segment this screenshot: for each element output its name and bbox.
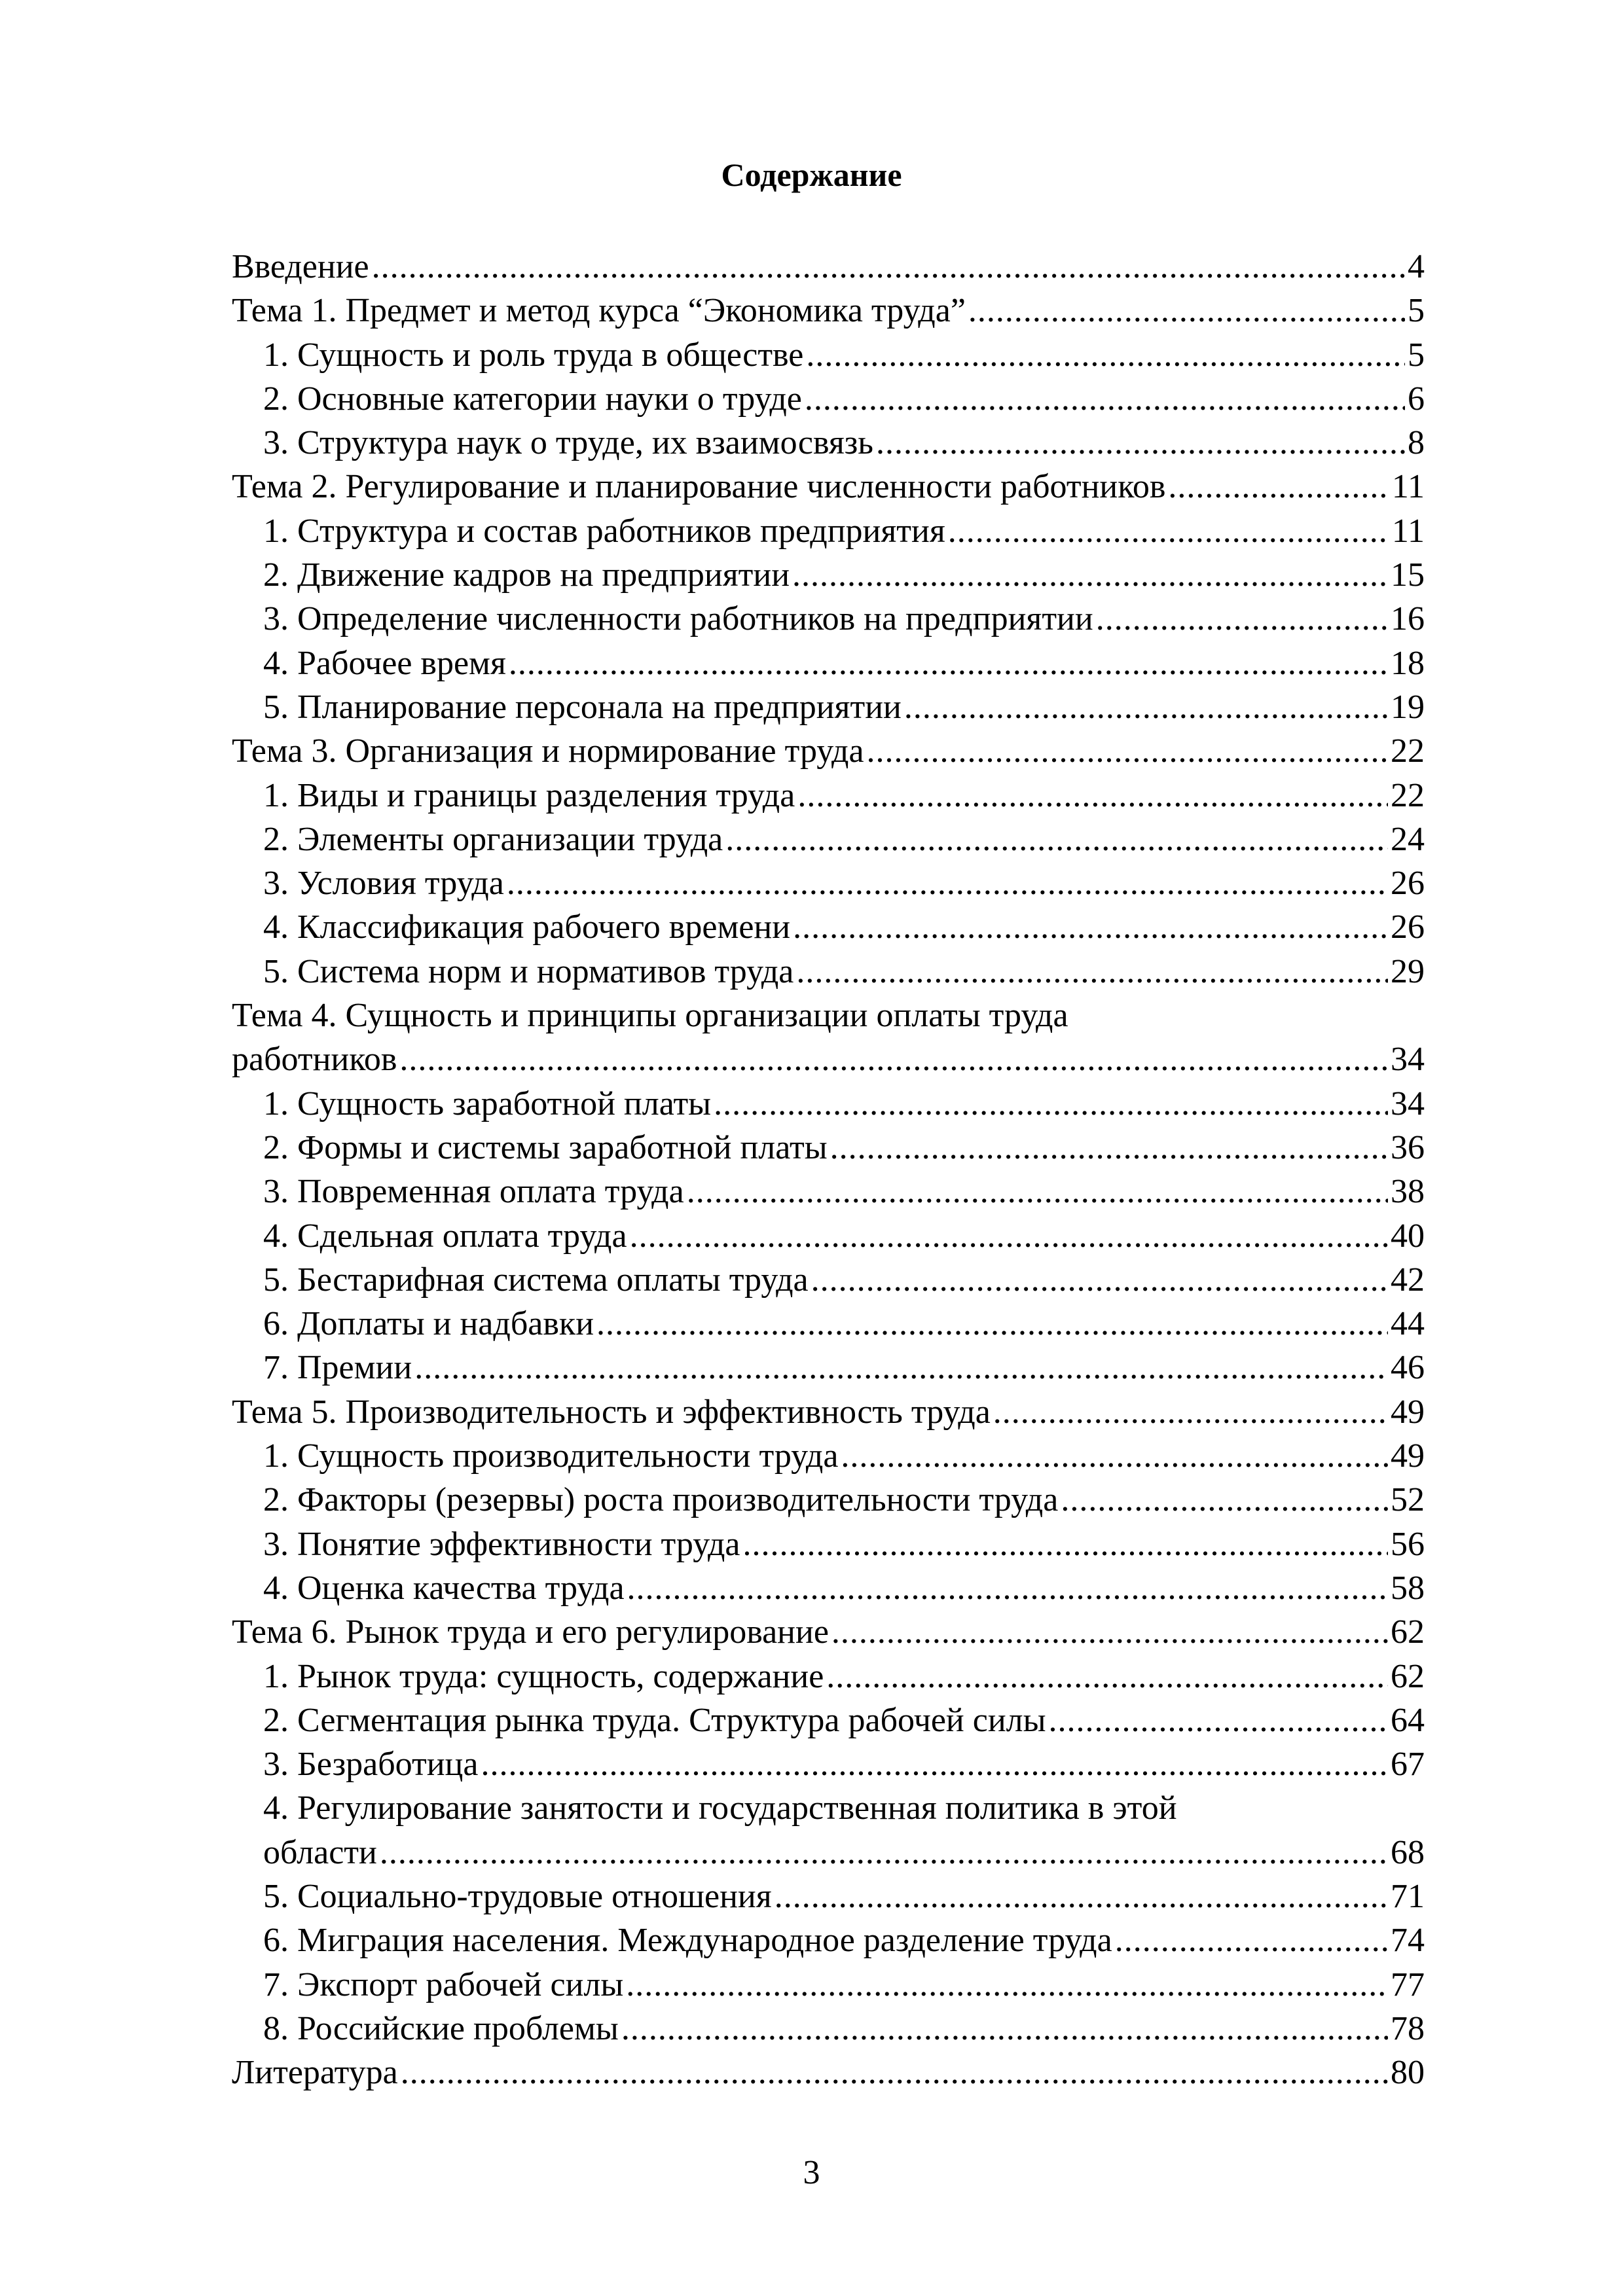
toc-entry-title: 1. Сущность заработной платы: [263, 1085, 712, 1122]
toc-entry-page: 80: [1391, 2054, 1425, 2092]
dot-leader: [904, 685, 1388, 729]
toc-entry-page: 34: [1391, 1041, 1425, 1079]
dot-leader: [1168, 465, 1389, 509]
toc-entry: [232, 1478, 1425, 1522]
toc-entry: [232, 1390, 1425, 1434]
toc-entry: [232, 1037, 1425, 1081]
toc-entry: [232, 509, 1425, 553]
toc-entry-title: Введение: [232, 248, 369, 285]
toc-entry-title: 3. Безработица: [263, 1746, 479, 1784]
dot-leader: [414, 1346, 1388, 1390]
toc-entry-page: 5: [1408, 292, 1425, 330]
toc-entry-page: 40: [1391, 1217, 1425, 1255]
dot-leader: [775, 1874, 1388, 1918]
dot-leader: [1061, 1478, 1388, 1522]
dot-leader: [725, 817, 1388, 861]
toc-entry-title: 2. Движение кадров на предприятии: [263, 556, 790, 594]
toc-entry-page: 18: [1391, 644, 1425, 682]
toc-entry: [232, 1655, 1425, 1698]
toc-entry-title: 7. Экспорт рабочей силы: [263, 1965, 624, 2003]
toc-entry-title: 2. Элементы организации труда: [263, 820, 723, 858]
toc-entry: [232, 685, 1425, 729]
toc-entry: [232, 333, 1425, 377]
toc-entry: [232, 905, 1425, 949]
toc-entry-title: 2. Формы и системы заработной платы: [263, 1128, 828, 1166]
dot-leader: [796, 950, 1388, 994]
toc-entry-page: 5: [1408, 336, 1425, 374]
toc-entry-title: 6. Миграция населения. Международное разделение труда: [263, 1922, 1112, 1960]
toc-entry: [232, 2051, 1425, 2094]
toc-entry-page: 34: [1391, 1085, 1425, 1122]
toc-entry: [232, 1742, 1425, 1786]
dot-leader: [380, 1831, 1388, 1874]
dot-leader: [399, 1037, 1388, 1081]
toc-entry-title: 1. Сущность производительности труда: [263, 1437, 839, 1475]
toc-entry-title: Тема 2. Регулирование и планирование численности работников: [232, 468, 1166, 506]
toc-entry-title: 8. Российские проблемы: [263, 2009, 619, 2047]
toc-entry-page: 56: [1391, 1525, 1425, 1563]
toc-entry-page: 49: [1391, 1437, 1425, 1475]
toc-entry-title: Тема 4. Сущность и принципы организации оплаты труда: [232, 997, 1068, 1035]
toc-entry-title: 5. Социально-трудовые отношения: [263, 1877, 772, 1915]
dot-leader: [826, 1655, 1388, 1698]
toc-entry-page: 26: [1391, 908, 1425, 946]
dot-leader: [372, 245, 1405, 289]
toc-entry-page: 8: [1408, 424, 1425, 462]
toc-entry-title: области: [263, 1833, 377, 1871]
dot-leader: [831, 1610, 1388, 1654]
dot-leader: [627, 1566, 1388, 1610]
toc-entry-page: 24: [1391, 820, 1425, 858]
toc-entry-title: 7. Премии: [263, 1349, 412, 1387]
dot-leader: [596, 1302, 1388, 1346]
toc-entry: [232, 1302, 1425, 1346]
toc-entry: [232, 950, 1425, 994]
toc-entry-page: 15: [1391, 556, 1425, 594]
dot-leader: [830, 1126, 1388, 1170]
dot-leader: [630, 1214, 1388, 1258]
dot-leader: [1049, 1698, 1388, 1742]
toc-entry-page: 77: [1391, 1965, 1425, 2003]
toc-title: Содержание: [721, 156, 902, 193]
toc-entry-title: 3. Понятие эффективности труда: [263, 1525, 740, 1563]
toc-entry: [232, 1918, 1425, 1962]
toc-entry: [232, 597, 1425, 641]
toc-entry-title: Тема 5. Производительность и эффективность труда: [232, 1393, 991, 1431]
toc-entry: [232, 1963, 1425, 2007]
toc-entry-page: 29: [1391, 952, 1425, 990]
toc-entry-page: 42: [1391, 1261, 1425, 1299]
toc-entry-page: 22: [1391, 732, 1425, 770]
toc-entry: [232, 1831, 1425, 1874]
dot-leader: [507, 861, 1388, 905]
toc-entry-title: 2. Сегментация рынка труда. Структура рабочей силы: [263, 1701, 1046, 1739]
toc-entry-page: 49: [1391, 1393, 1425, 1431]
toc-entry-page: 11: [1391, 512, 1425, 550]
dot-leader: [714, 1082, 1388, 1126]
toc-entry-page: 67: [1391, 1746, 1425, 1784]
toc-entry: [232, 994, 1425, 1037]
toc-entry: [232, 1522, 1425, 1566]
toc-entry-page: 38: [1391, 1173, 1425, 1211]
toc-entry-title: 4. Рабочее время: [263, 644, 506, 682]
toc-entry-title: 5. Система норм и нормативов труда: [263, 952, 794, 990]
toc-entry: [232, 817, 1425, 861]
dot-leader: [841, 1434, 1388, 1478]
toc-entry-title: 6. Доплаты и надбавки: [263, 1305, 594, 1343]
toc-entry: [232, 1874, 1425, 1918]
toc-entry: [232, 1082, 1425, 1126]
toc-entry: [232, 1610, 1425, 1654]
toc-entry-page: 62: [1391, 1613, 1425, 1651]
toc-entry-title: 5. Бестарифная система оплаты труда: [263, 1261, 809, 1299]
toc-entry: [232, 861, 1425, 905]
toc-entry: [232, 289, 1425, 332]
toc-entry-page: 16: [1391, 600, 1425, 638]
toc-entry: [232, 1258, 1425, 1302]
toc-entry-title: 1. Структура и состав работников предприятия: [263, 512, 945, 550]
toc-entry-title: 4. Регулирование занятости и государственная политика в этой: [263, 1789, 1177, 1827]
dot-leader: [687, 1170, 1388, 1213]
toc-entry-title: Тема 3. Организация и нормирование труда: [232, 732, 864, 770]
toc-entry: [232, 553, 1425, 597]
toc-entry-page: 26: [1391, 865, 1425, 903]
toc-entry: [232, 1434, 1425, 1478]
dot-leader: [1115, 1918, 1388, 1962]
dot-leader: [797, 774, 1388, 817]
toc-entry-title: 2. Факторы (резервы) роста производительности труда: [263, 1481, 1059, 1519]
toc-entry: [232, 729, 1425, 773]
dot-leader: [968, 289, 1405, 332]
toc-entry-page: 36: [1391, 1128, 1425, 1166]
dot-leader: [948, 509, 1389, 553]
toc-entry-title: 1. Рынок труда: сущность, содержание: [263, 1657, 824, 1695]
toc-entry-page: 4: [1408, 248, 1425, 285]
toc-entry-title: Литература: [232, 2054, 398, 2092]
dot-leader: [621, 2007, 1388, 2051]
dot-leader: [867, 729, 1388, 773]
dot-leader: [805, 377, 1405, 421]
toc-entry-title: 4. Сдельная оплата труда: [263, 1217, 627, 1255]
toc-entry-title: Тема 6. Рынок труда и его регулирование: [232, 1613, 829, 1651]
toc-entry: [232, 1170, 1425, 1213]
toc-entry-title: 2. Основные категории науки о труде: [263, 380, 802, 418]
dot-leader: [481, 1742, 1388, 1786]
toc-entry-title: 3. Структура наук о труде, их взаимосвязь: [263, 424, 873, 462]
toc-entry-title: 3. Повременная оплата труда: [263, 1173, 684, 1211]
toc-entry-page: 19: [1391, 688, 1425, 726]
toc-entry-page: 11: [1391, 468, 1425, 506]
toc-entry-title: 4. Оценка качества труда: [263, 1569, 625, 1607]
toc-entry-page: 64: [1391, 1701, 1425, 1739]
toc-entry: [232, 1566, 1425, 1610]
dot-leader: [626, 1963, 1388, 2007]
toc-entry: [232, 641, 1425, 685]
toc-entry: [232, 1346, 1425, 1390]
toc-entry: [232, 1786, 1425, 1830]
toc-entry-page: 68: [1391, 1833, 1425, 1871]
toc-entry-page: 46: [1391, 1349, 1425, 1387]
dot-leader: [1096, 597, 1388, 641]
toc-entry: [232, 1214, 1425, 1258]
toc-entry: [232, 421, 1425, 465]
toc-entry-title: 5. Планирование персонала на предприятии: [263, 688, 902, 726]
toc-entry-title: 4. Классификация рабочего времени: [263, 908, 791, 946]
table-of-contents: [232, 245, 1425, 2094]
toc-entry-title: 3. Условия труда: [263, 865, 504, 903]
dot-leader: [993, 1390, 1388, 1434]
toc-entry: [232, 774, 1425, 817]
toc-entry-title: 1. Сущность и роль труда в обществе: [263, 336, 804, 374]
toc-entry-page: 78: [1391, 2009, 1425, 2047]
dot-leader: [806, 333, 1405, 377]
dot-leader: [509, 641, 1388, 685]
toc-entry-page: 52: [1391, 1481, 1425, 1519]
toc-entry-title: работников: [232, 1041, 397, 1079]
dot-leader: [792, 553, 1388, 597]
toc-entry: [232, 1698, 1425, 1742]
toc-entry-page: 74: [1391, 1922, 1425, 1960]
dot-leader: [876, 421, 1405, 465]
toc-entry-title: 1. Виды и границы разделения труда: [263, 776, 795, 814]
toc-entry-title: 3. Определение численности работников на предприятии: [263, 600, 1093, 638]
toc-entry: [232, 377, 1425, 421]
toc-entry: [232, 245, 1425, 289]
toc-entry-page: 58: [1391, 1569, 1425, 1607]
toc-entry: [232, 2007, 1425, 2051]
page-number: 3: [803, 2154, 820, 2191]
toc-entry-page: 44: [1391, 1305, 1425, 1343]
toc-entry-page: 62: [1391, 1657, 1425, 1695]
toc-entry-page: 6: [1408, 380, 1425, 418]
dot-leader: [401, 2051, 1388, 2094]
toc-entry-title: Тема 1. Предмет и метод курса “Экономика труда”: [232, 292, 966, 330]
toc-entry-page: 71: [1391, 1877, 1425, 1915]
dot-leader: [742, 1522, 1388, 1566]
dot-leader: [811, 1258, 1388, 1302]
toc-entry: [232, 1126, 1425, 1170]
toc-entry: [232, 465, 1425, 509]
toc-entry-page: 22: [1391, 776, 1425, 814]
dot-leader: [793, 905, 1388, 949]
